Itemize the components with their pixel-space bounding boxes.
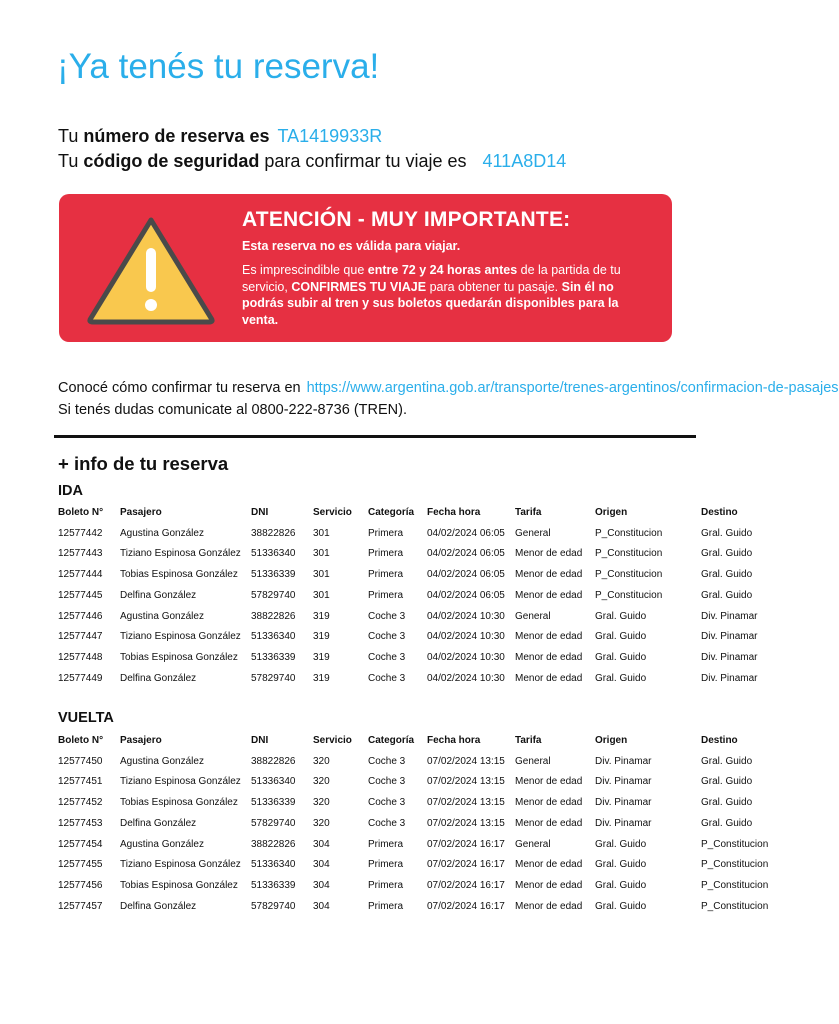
column-header-ticket-number: Boleto N° <box>58 507 104 518</box>
cell-destination: P_Constitucion <box>701 859 769 871</box>
alert-bold-text: Sin él no podrás subir al tren y sus boletos quedarán disponibles para la venta. <box>242 279 619 327</box>
cell-passenger: Tobias Espinosa González <box>120 651 238 663</box>
cell-datetime: 07/02/2024 16:17 <box>427 900 505 912</box>
column-header-destination: Destino <box>701 735 738 746</box>
cell-destination: P_Constitucion <box>701 838 769 850</box>
cell-passenger: Delfina González <box>120 672 197 684</box>
cell-destination: Gral. Guido <box>701 817 753 829</box>
cell-datetime: 04/02/2024 06:05 <box>427 589 505 601</box>
cell-fare: General <box>515 755 551 767</box>
column-header-fare: Tarifa <box>515 735 542 746</box>
cell-dni: 57829740 <box>251 817 296 829</box>
cell-ticket-number: 12577448 <box>58 651 103 663</box>
security-code-line <box>58 149 566 173</box>
cell-passenger: Agustina González <box>120 838 204 850</box>
reservation-number-prefix: Tu <box>58 126 79 146</box>
cell-category: Primera <box>368 879 404 891</box>
cell-origin: Gral. Guido <box>595 610 647 622</box>
cell-dni: 51336340 <box>251 548 296 560</box>
column-header-category: Categoría <box>368 507 415 518</box>
cell-passenger: Tiziano Espinosa González <box>120 548 241 560</box>
security-code-value: 411A8D14 <box>482 151 567 171</box>
cell-category: Primera <box>368 548 404 560</box>
column-header-passenger: Pasajero <box>120 735 162 746</box>
cell-destination: Div. Pinamar <box>701 672 758 684</box>
cell-passenger: Delfina González <box>120 817 197 829</box>
cell-passenger: Agustina González <box>120 610 204 622</box>
cell-service: 304 <box>313 838 330 850</box>
cell-category: Primera <box>368 527 404 539</box>
cell-origin: Div. Pinamar <box>595 776 652 788</box>
cell-category: Primera <box>368 838 404 850</box>
cell-service: 319 <box>313 610 330 622</box>
cell-ticket-number: 12577457 <box>58 900 103 912</box>
cell-datetime: 04/02/2024 06:05 <box>427 569 505 581</box>
cell-origin: Div. Pinamar <box>595 797 652 809</box>
cell-ticket-number: 12577445 <box>58 589 103 601</box>
vuelta-heading: VUELTA <box>58 710 114 726</box>
cell-fare: Menor de edad <box>515 859 583 871</box>
alert-subtitle: Esta reserva no es válida para viajar. <box>242 239 461 253</box>
cell-origin: Gral. Guido <box>595 838 647 850</box>
cell-category: Coche 3 <box>368 817 406 829</box>
cell-datetime: 04/02/2024 10:30 <box>427 672 505 684</box>
alert-text: Es imprescindible que <box>242 263 365 277</box>
cell-datetime: 07/02/2024 16:17 <box>427 879 505 891</box>
cell-datetime: 04/02/2024 10:30 <box>427 651 505 663</box>
cell-passenger: Tiziano Espinosa González <box>120 631 241 643</box>
cell-fare: General <box>515 838 551 850</box>
column-header-origin: Origen <box>595 735 628 746</box>
cell-fare: General <box>515 527 551 539</box>
page-title: ¡Ya tenés tu reserva! <box>57 47 380 86</box>
cell-fare: Menor de edad <box>515 797 583 809</box>
column-header-dni: DNI <box>251 735 269 746</box>
cell-dni: 51336339 <box>251 797 296 809</box>
cell-destination: Div. Pinamar <box>701 651 758 663</box>
cell-fare: Menor de edad <box>515 631 583 643</box>
security-code-suffix: para confirmar tu viaje es <box>264 151 467 171</box>
cell-datetime: 07/02/2024 13:15 <box>427 776 505 788</box>
cell-origin: Gral. Guido <box>595 631 647 643</box>
cell-service: 301 <box>313 548 330 560</box>
cell-fare: Menor de edad <box>515 672 583 684</box>
important-alert-box <box>59 194 672 342</box>
cell-dni: 38822826 <box>251 755 296 767</box>
cell-ticket-number: 12577450 <box>58 755 103 767</box>
cell-fare: Menor de edad <box>515 569 583 581</box>
cell-datetime: 07/02/2024 16:17 <box>427 838 505 850</box>
cell-origin: P_Constitucion <box>595 548 663 560</box>
cell-destination: P_Constitucion <box>701 879 769 891</box>
info-heading: + info de tu reserva <box>58 453 229 474</box>
column-header-passenger: Pasajero <box>120 507 162 518</box>
cell-dni: 51336340 <box>251 631 296 643</box>
cell-fare: Menor de edad <box>515 776 583 788</box>
cell-service: 320 <box>313 755 330 767</box>
column-header-destination: Destino <box>701 507 738 518</box>
cell-ticket-number: 12577454 <box>58 838 103 850</box>
cell-dni: 51336339 <box>251 879 296 891</box>
cell-passenger: Delfina González <box>120 589 197 601</box>
cell-dni: 57829740 <box>251 900 296 912</box>
column-header-service: Servicio <box>313 735 352 746</box>
cell-destination: Gral. Guido <box>701 548 753 560</box>
alert-text: de la partida de tu servicio, <box>242 263 621 294</box>
cell-category: Primera <box>368 859 404 871</box>
confirm-info-text: Conocé cómo confirmar tu reserva en <box>58 380 301 396</box>
cell-passenger: Delfina González <box>120 900 197 912</box>
cell-destination: P_Constitucion <box>701 900 769 912</box>
cell-category: Primera <box>368 589 404 601</box>
help-phone-line: Si tenés dudas comunicate al 0800-222-8736 (TREN). <box>58 402 407 418</box>
cell-fare: General <box>515 610 551 622</box>
cell-datetime: 07/02/2024 16:17 <box>427 859 505 871</box>
cell-destination: Gral. Guido <box>701 569 753 581</box>
cell-category: Coche 3 <box>368 672 406 684</box>
cell-origin: P_Constitucion <box>595 527 663 539</box>
cell-datetime: 04/02/2024 10:30 <box>427 610 505 622</box>
cell-dni: 57829740 <box>251 589 296 601</box>
cell-destination: Gral. Guido <box>701 797 753 809</box>
cell-origin: Gral. Guido <box>595 651 647 663</box>
cell-ticket-number: 12577446 <box>58 610 103 622</box>
cell-service: 319 <box>313 672 330 684</box>
cell-fare: Menor de edad <box>515 900 583 912</box>
cell-origin: P_Constitucion <box>595 569 663 581</box>
cell-destination: Gral. Guido <box>701 776 753 788</box>
security-code-prefix: Tu <box>58 151 79 171</box>
alert-bold-text: entre 72 y 24 horas antes <box>367 263 518 277</box>
cell-dni: 51336339 <box>251 569 296 581</box>
cell-service: 319 <box>313 651 330 663</box>
cell-ticket-number: 12577443 <box>58 548 103 560</box>
confirm-link[interactable]: https://www.argentina.gob.ar/transporte/trenes-argentinos/confirmacion-de-pasajes <box>306 380 839 396</box>
column-header-fare: Tarifa <box>515 507 542 518</box>
cell-category: Coche 3 <box>368 631 406 643</box>
cell-dni: 38822826 <box>251 838 296 850</box>
cell-datetime: 04/02/2024 06:05 <box>427 548 505 560</box>
cell-category: Primera <box>368 900 404 912</box>
cell-ticket-number: 12577456 <box>58 879 103 891</box>
cell-dni: 51336339 <box>251 651 296 663</box>
cell-datetime: 04/02/2024 06:05 <box>427 527 505 539</box>
section-divider <box>54 435 696 438</box>
cell-ticket-number: 12577444 <box>58 569 103 581</box>
cell-fare: Menor de edad <box>515 589 583 601</box>
cell-destination: Gral. Guido <box>701 589 753 601</box>
cell-dni: 38822826 <box>251 527 296 539</box>
cell-datetime: 07/02/2024 13:15 <box>427 817 505 829</box>
cell-dni: 51336340 <box>251 859 296 871</box>
alert-title: ATENCIÓN - MUY IMPORTANTE: <box>242 208 571 231</box>
confirm-info-line <box>58 378 839 398</box>
cell-ticket-number: 12577453 <box>58 817 103 829</box>
cell-dni: 38822826 <box>251 610 296 622</box>
cell-datetime: 07/02/2024 13:15 <box>427 755 505 767</box>
security-code-label: código de seguridad <box>83 151 260 171</box>
alert-body <box>242 262 657 328</box>
warning-icon <box>83 212 219 328</box>
cell-ticket-number: 12577455 <box>58 859 103 871</box>
cell-origin: Gral. Guido <box>595 672 647 684</box>
column-header-ticket-number: Boleto N° <box>58 735 104 746</box>
cell-service: 304 <box>313 859 330 871</box>
cell-destination: Div. Pinamar <box>701 610 758 622</box>
cell-origin: Gral. Guido <box>595 900 647 912</box>
cell-fare: Menor de edad <box>515 548 583 560</box>
cell-destination: Gral. Guido <box>701 527 753 539</box>
cell-passenger: Tobias Espinosa González <box>120 569 238 581</box>
cell-origin: Gral. Guido <box>595 859 647 871</box>
cell-service: 320 <box>313 776 330 788</box>
cell-service: 320 <box>313 797 330 809</box>
column-header-datetime: Fecha hora <box>427 507 481 518</box>
cell-service: 320 <box>313 817 330 829</box>
cell-passenger: Agustina González <box>120 755 204 767</box>
cell-category: Coche 3 <box>368 797 406 809</box>
cell-fare: Menor de edad <box>515 817 583 829</box>
cell-ticket-number: 12577442 <box>58 527 103 539</box>
cell-service: 304 <box>313 879 330 891</box>
cell-fare: Menor de edad <box>515 879 583 891</box>
cell-ticket-number: 12577447 <box>58 631 103 643</box>
cell-destination: Gral. Guido <box>701 755 753 767</box>
cell-service: 319 <box>313 631 330 643</box>
cell-dni: 57829740 <box>251 672 296 684</box>
cell-category: Coche 3 <box>368 755 406 767</box>
column-header-datetime: Fecha hora <box>427 735 481 746</box>
column-header-dni: DNI <box>251 507 269 518</box>
cell-passenger: Tiziano Espinosa González <box>120 859 241 871</box>
cell-passenger: Tobias Espinosa González <box>120 879 238 891</box>
reservation-number-label: número de reserva es <box>83 126 270 146</box>
cell-passenger: Agustina González <box>120 527 204 539</box>
cell-ticket-number: 12577451 <box>58 776 103 788</box>
cell-passenger: Tiziano Espinosa González <box>120 776 241 788</box>
cell-passenger: Tobias Espinosa González <box>120 797 238 809</box>
cell-destination: Div. Pinamar <box>701 631 758 643</box>
cell-origin: Div. Pinamar <box>595 755 652 767</box>
column-header-service: Servicio <box>313 507 352 518</box>
cell-ticket-number: 12577449 <box>58 672 103 684</box>
reservation-number-value: TA1419933R <box>277 126 383 146</box>
cell-dni: 51336340 <box>251 776 296 788</box>
column-header-origin: Origen <box>595 507 628 518</box>
ida-heading: IDA <box>58 483 83 499</box>
cell-datetime: 04/02/2024 10:30 <box>427 631 505 643</box>
alert-text: para obtener tu pasaje. <box>429 279 559 294</box>
cell-category: Coche 3 <box>368 610 406 622</box>
column-header-category: Categoría <box>368 735 415 746</box>
cell-ticket-number: 12577452 <box>58 797 103 809</box>
cell-category: Coche 3 <box>368 651 406 663</box>
cell-origin: Gral. Guido <box>595 879 647 891</box>
cell-category: Primera <box>368 569 404 581</box>
cell-origin: P_Constitucion <box>595 589 663 601</box>
reservation-number-line <box>58 124 382 148</box>
cell-service: 301 <box>313 527 330 539</box>
cell-fare: Menor de edad <box>515 651 583 663</box>
cell-service: 301 <box>313 569 330 581</box>
cell-datetime: 07/02/2024 13:15 <box>427 797 505 809</box>
cell-service: 304 <box>313 900 330 912</box>
cell-origin: Div. Pinamar <box>595 817 652 829</box>
cell-service: 301 <box>313 589 330 601</box>
cell-category: Coche 3 <box>368 776 406 788</box>
alert-bold-text: CONFIRMES TU VIAJE <box>291 279 427 294</box>
